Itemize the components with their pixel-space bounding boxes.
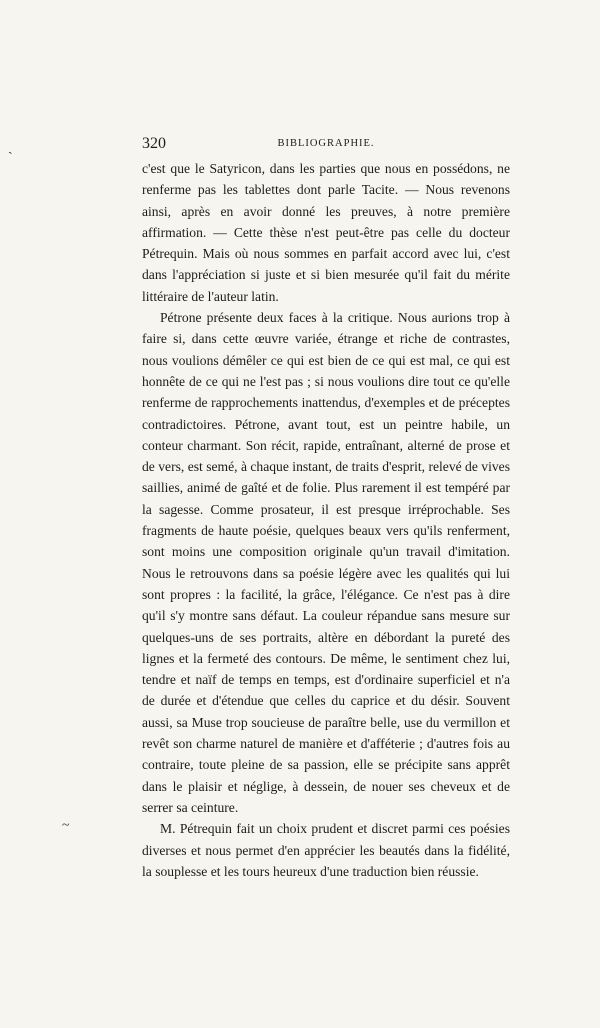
running-title: BIBLIOGRAPHIE. bbox=[277, 138, 375, 149]
body-text bbox=[142, 158, 510, 882]
margin-dash-mark: ~ bbox=[62, 818, 70, 833]
page-header bbox=[142, 135, 510, 155]
margin-tick-mark: ˏ bbox=[8, 140, 13, 155]
page-number: 320 bbox=[142, 135, 166, 152]
paragraph-1: c'est que le Satyricon, dans les parties que nous en possédons, ne renferme pas les tablettes dont parle Tacite. — Nous revenons ainsi, après en avoir donné les preuves, à notre première affirmation. — Cette thèse n'est peut-être pas celle du docteur Pétrequin. Mais où nous sommes en parfait accord avec lui, c'est dans l'appréciation si juste et si bien mesurée qu'il fait du mérite littéraire de l'auteur latin. bbox=[142, 161, 510, 304]
paragraph-2: Pétrone présente deux faces à la critique. Nous aurions trop à faire si, dans cette œuvre variée, étrange et riche de contrastes, nous voulions démêler ce qui est bien de ce qui est mal, ce qui est honnête de ce qui ne l'est pas ; si nous voulions dire tout ce qu'elle renferme de rapprochements inattendus, d'exemples et de préceptes contradictoires. Pétrone, avant tout, est un peintre habile, un conteur charmant. Son récit, rapide, entraînant, alterné de prose et de vers, est semé, à chaque instant, de traits d'esprit, relevé de vives saillies, animé de gaîté et de folie. Plus rarement il est tempéré par la sagesse. Comme prosateur, il est presque irréprochable. Ses fragments de haute poésie, quelques beaux vers qu'ils renferment, sont moins une composition originale qu'un travail d'imitation. Nous le retrouvons dans sa poésie légère avec les qualités qui lui sont propres : la facilité, la grâce, l'élégance. Ce n'est pas à dire qu'il s'y montre sans défaut. La couleur répandue sans mesure sur quelques-uns de ses portraits, altère en débordant la pureté des lignes et la fermeté des contours. De même, le sentiment chez lui, tendre et naïf de temps en temps, est d'ordinaire superficiel et n'a de durée et d'étendue que celles du caprice et du désir. Souvent aussi, sa Muse trop soucieuse de paraître belle, use du vermillon et revêt son charme naturel de manière et d'afféterie ; d'autres fois au contraire, toute pleine de sa passion, elle se précipite sans apprêt dans le plaisir et néglige, à dessein, de nouer ses cheveux et de serrer sa ceinture. bbox=[142, 310, 510, 815]
paragraph-3: M. Pétrequin fait un choix prudent et discret parmi ces poésies diverses et nous permet d'en apprécier les beautés dans la fidélité, la souplesse et les tours heureux d'une traduction bien réussie. bbox=[142, 821, 510, 879]
